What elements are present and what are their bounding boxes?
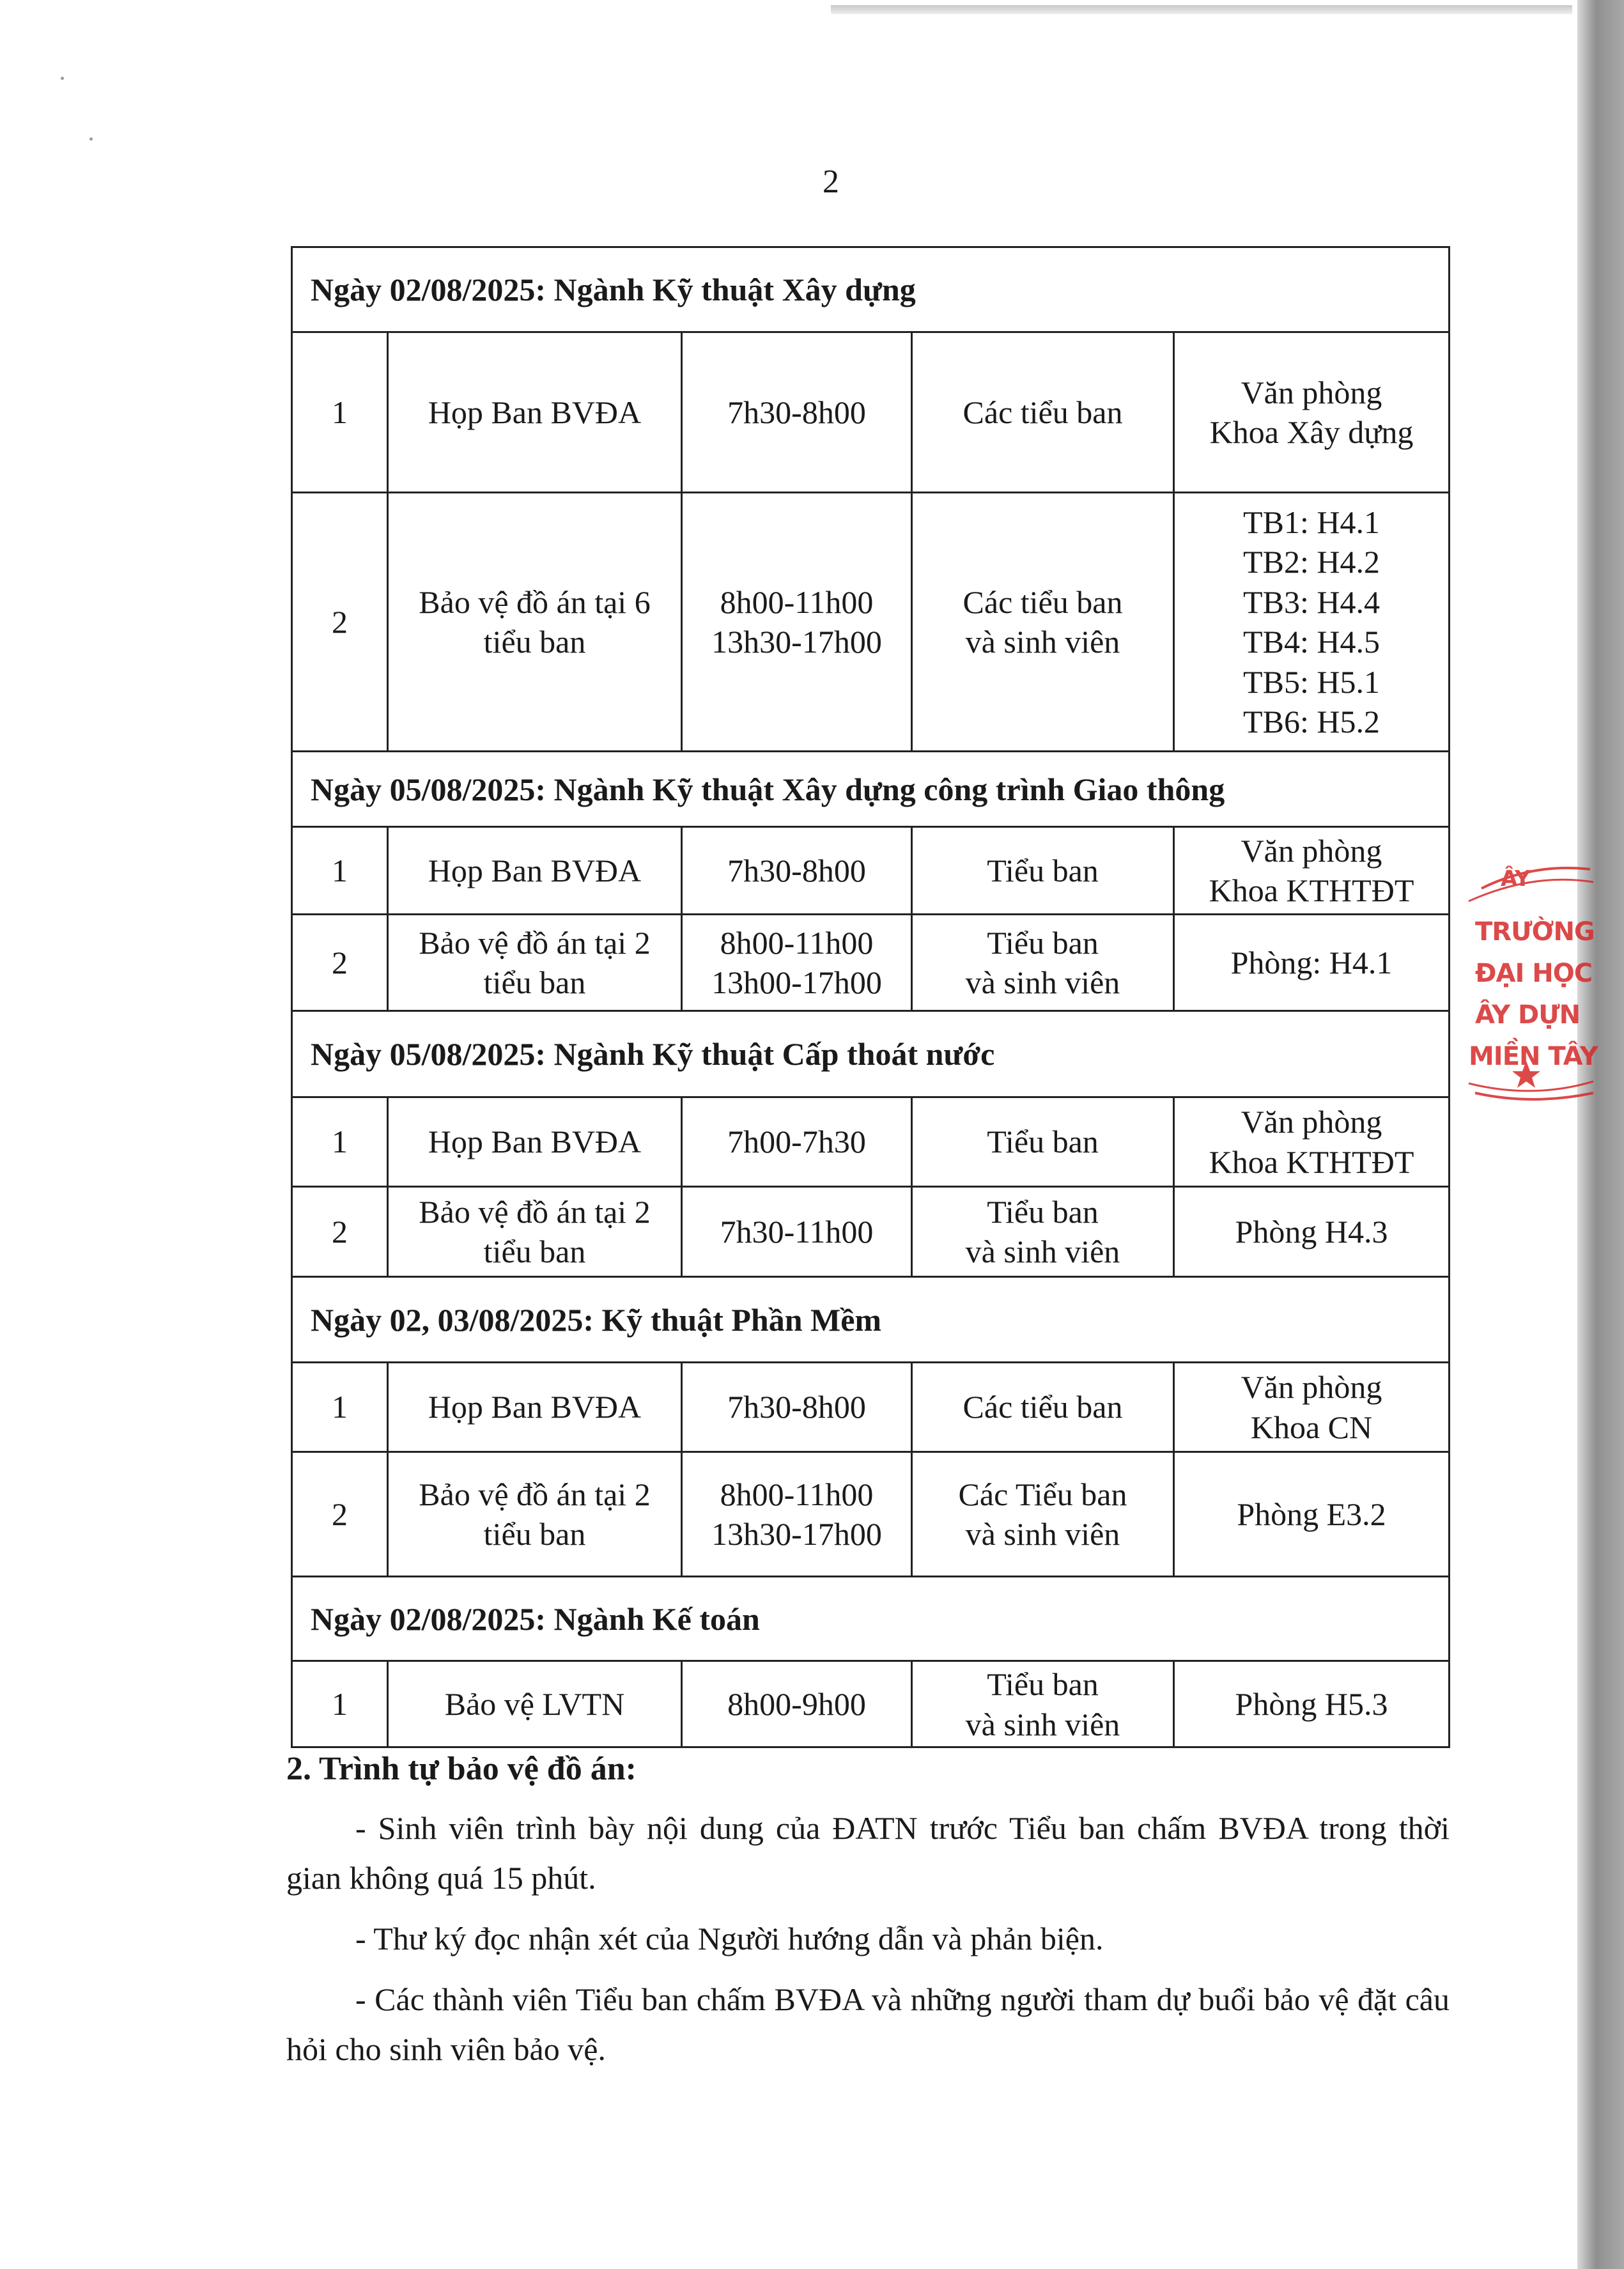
row-number: 2 xyxy=(293,915,389,1010)
row-location: Phòng: H4.1 xyxy=(1230,944,1393,980)
section-header: Ngày 05/08/2025: Ngành Kỹ thuật Cấp thoát nước xyxy=(293,1012,1448,1098)
row-content: Bảo vệ đồ án tại 6 tiểu ban xyxy=(389,493,683,750)
row-number: 1 xyxy=(293,333,389,492)
row-number: 1 xyxy=(293,1098,389,1186)
row-location: Phòng H4.3 xyxy=(1235,1213,1388,1250)
row-participants: Tiểu ban và sinh viên xyxy=(913,915,1175,1010)
stamp-text: ĐẠI HỌC xyxy=(1475,959,1593,988)
scan-speck xyxy=(89,137,93,141)
university-stamp xyxy=(1456,850,1598,1131)
row-content: Họp Ban BVĐA xyxy=(389,1098,683,1186)
row-location: TB1: H4.1 TB2: H4.2 TB3: H4.4 TB4: H4.5 TB5: H5.1 TB6: H5.2 xyxy=(1243,504,1380,740)
schedule-table xyxy=(291,246,1450,1748)
row-content: Họp Ban BVĐA xyxy=(389,333,683,492)
stamp-text: TRƯỜNG xyxy=(1475,917,1595,947)
row-participants: Tiểu ban xyxy=(913,828,1175,913)
row-content: Bảo vệ đồ án tại 2 tiểu ban xyxy=(389,1453,683,1576)
row-participants: Các tiểu ban và sinh viên xyxy=(913,493,1175,750)
section-header: Ngày 02/08/2025: Ngành Kế toán xyxy=(293,1577,1448,1662)
table-row xyxy=(293,1453,1448,1577)
row-participants: Tiểu ban và sinh viên xyxy=(913,1662,1175,1747)
row-participants: Tiểu ban và sinh viên xyxy=(913,1188,1175,1276)
table-row xyxy=(293,333,1448,493)
table-row xyxy=(293,493,1448,752)
row-number: 2 xyxy=(293,1453,389,1576)
procedure-paragraph: - Sinh viên trình bày nội dung của ĐATN trước Tiểu ban chấm BVĐA trong thời gian không quá 15 phút. xyxy=(286,1810,1450,1896)
row-location: Văn phòng Khoa Xây dựng xyxy=(1209,374,1414,450)
row-time: 7h30-8h00 xyxy=(683,1363,913,1451)
row-time: 8h00-9h00 xyxy=(683,1662,913,1747)
row-participants: Tiểu ban xyxy=(913,1098,1175,1186)
row-location: Văn phòng Khoa CN xyxy=(1241,1369,1382,1445)
stamp-text: ÂY xyxy=(1501,866,1530,892)
table-row xyxy=(293,1662,1448,1746)
table-row xyxy=(293,1098,1448,1188)
table-row xyxy=(293,1363,1448,1453)
procedure-paragraph: - Các thành viên Tiểu ban chấm BVĐA và những người tham dự buổi bảo vệ đặt câu hỏi cho sinh viên bảo vệ. xyxy=(286,1981,1450,2067)
row-time: 7h30-8h00 xyxy=(683,828,913,913)
row-number: 1 xyxy=(293,1363,389,1451)
row-participants: Các tiểu ban xyxy=(913,333,1175,492)
row-time: 8h00-11h00 13h00-17h00 xyxy=(683,915,913,1010)
stamp-text: ÂY DỰN xyxy=(1475,1000,1581,1030)
row-content: Bảo vệ đồ án tại 2 tiểu ban xyxy=(389,1188,683,1276)
row-participants: Các Tiểu ban và sinh viên xyxy=(913,1453,1175,1576)
row-content: Bảo vệ LVTN xyxy=(389,1662,683,1747)
row-content: Họp Ban BVĐA xyxy=(389,828,683,913)
section-header: Ngày 05/08/2025: Ngành Kỹ thuật Xây dựng công trình Giao thông xyxy=(293,752,1448,828)
scan-speck xyxy=(61,77,64,80)
row-time: 7h30-11h00 xyxy=(683,1188,913,1276)
table-row xyxy=(293,828,1448,915)
stamp-ring xyxy=(1456,850,1597,1131)
row-number: 2 xyxy=(293,1188,389,1276)
row-time: 7h00-7h30 xyxy=(683,1098,913,1186)
procedure-title: 2. Trình tự bảo vệ đồ án: xyxy=(286,1751,637,1787)
row-location: Văn phòng Khoa KTHTĐT xyxy=(1209,832,1414,908)
row-number: 1 xyxy=(293,828,389,913)
row-number: 1 xyxy=(293,1662,389,1747)
row-time: 8h00-11h00 13h30-17h00 xyxy=(683,1453,913,1576)
row-content: Bảo vệ đồ án tại 2 tiểu ban xyxy=(389,915,683,1010)
scan-edge-top xyxy=(831,5,1572,14)
row-time: 8h00-11h00 13h30-17h00 xyxy=(683,493,913,750)
procedure-paragraph: - Thư ký đọc nhận xét của Người hướng dẫn và phản biện. xyxy=(355,1921,1104,1956)
row-time: 7h30-8h00 xyxy=(683,333,913,492)
section-header: Ngày 02, 03/08/2025: Kỹ thuật Phần Mềm xyxy=(293,1278,1448,1363)
row-content: Họp Ban BVĐA xyxy=(389,1363,683,1451)
page-number: 2 xyxy=(823,164,839,200)
row-location: Văn phòng Khoa KTHTĐT xyxy=(1209,1104,1414,1180)
row-participants: Các tiểu ban xyxy=(913,1363,1175,1451)
stamp-text: MIỀN TÂY xyxy=(1469,1042,1598,1071)
row-location: Phòng E3.2 xyxy=(1237,1496,1386,1532)
row-number: 2 xyxy=(293,493,389,750)
table-row xyxy=(293,1188,1448,1278)
section-header: Ngày 02/08/2025: Ngành Kỹ thuật Xây dựng xyxy=(293,248,1448,333)
row-location: Phòng H5.3 xyxy=(1235,1686,1388,1723)
table-row xyxy=(293,915,1448,1012)
scan-edge-right xyxy=(1577,0,1624,2269)
